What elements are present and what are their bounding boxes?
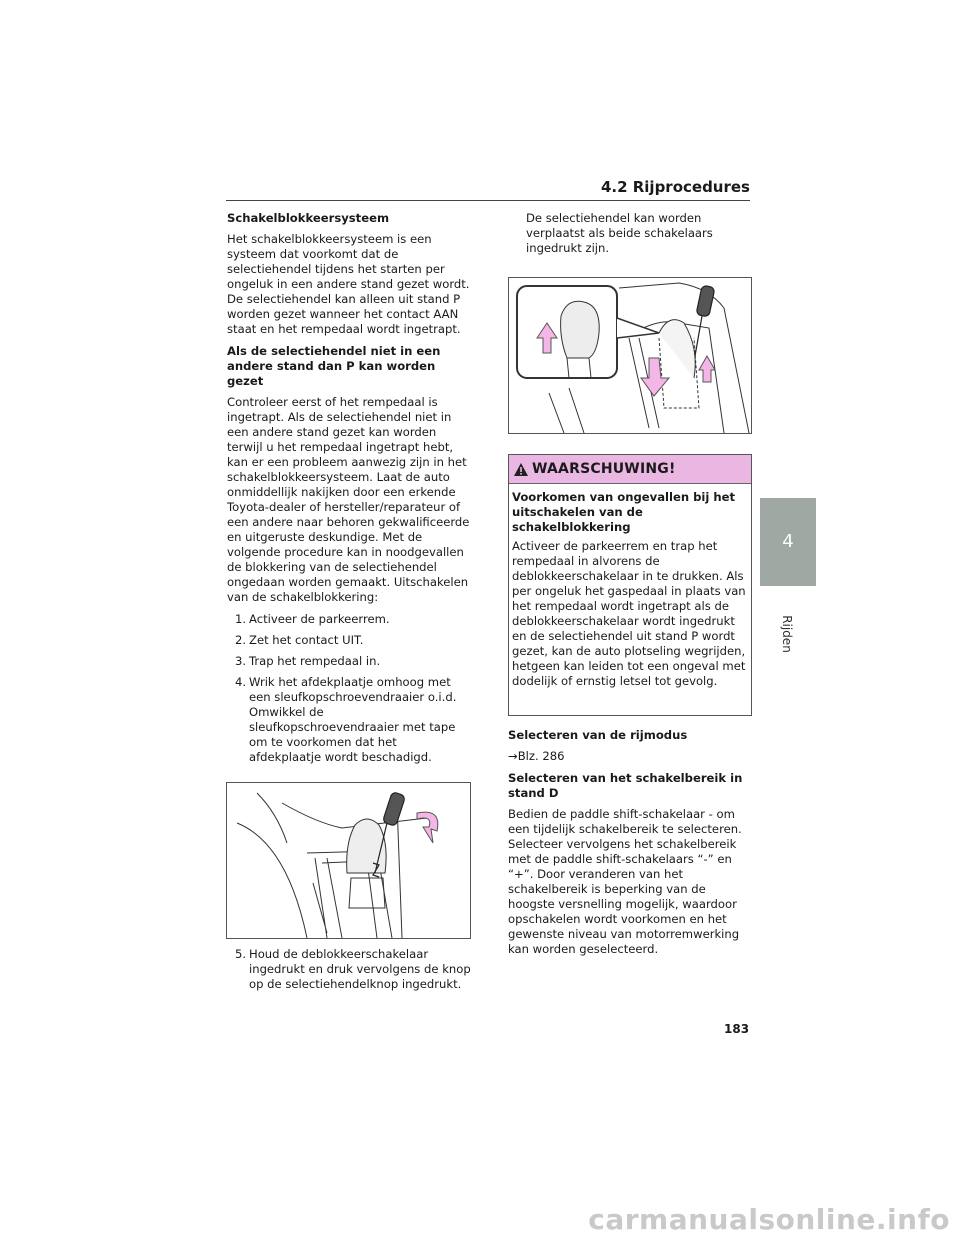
- warning-subtitle: Voorkomen van ongevallen bij het uitschakelen van de schakelblokkering: [512, 490, 736, 534]
- figure-release-lever: [508, 277, 752, 434]
- warning-body: [509, 484, 751, 689]
- step-item: 3. Trap het rempedaal in.: [234, 654, 381, 668]
- warning-title: WAARSCHUWING!: [532, 461, 676, 477]
- header-divider: [226, 200, 750, 201]
- release-arrow-icon: [699, 356, 715, 382]
- intro-paragraph: Het schakelblokkeersysteem is een systeem dat voorkomt dat de selectiehendel tijdens het starten per ongeluk in een andere stand gezet wordt. De selectiehendel kan alleen uit stand P worden gezet wanneer het contact AAN staat en het rempedaal wordt ingetrapt.: [227, 232, 470, 336]
- section-title: 4.2 Rijprocedures: [600, 178, 750, 196]
- drive-mode-heading: Selecteren van de rijmodus: [508, 728, 688, 742]
- procedure-steps-continued: [227, 947, 471, 992]
- chapter-label-text: Rijden: [780, 615, 794, 653]
- section-heading: Schakelblokkeersysteem: [227, 211, 390, 225]
- warning-triangle-icon: [513, 462, 529, 477]
- step-five-block: [227, 947, 471, 998]
- shift-range-paragraph: Bedien de paddle shift-schakelaar - om een tijdelijk schakelbereik te selecteren. Selecteer vervolgens het schakelbereik met de paddle shift-schakelaars “-” en “+”. Door veranderen van het schakelbereik is beperking van de hoogste versnelling mogelijk, waardoor opschakelen wordt voorkomen en het gewenste niveau van motorremwerking kan worden geselecteerd.: [508, 807, 742, 956]
- page-reference: →Blz. 286: [508, 749, 565, 763]
- chapter-tab: 4: [760, 498, 816, 586]
- shift-lever-illustration: [227, 783, 470, 938]
- step-item: 4. Wrik het afdekplaatje omhoog met een sleufkopschroevendraaier o.i.d. Omwikkel de sleufkopschroevendraaier met tape om te voorkomen dat het afdekplaatje wordt beschadigd.: [234, 675, 457, 764]
- watermark: carmanualsonline.info: [588, 1203, 950, 1236]
- page-number: 183: [724, 1022, 750, 1036]
- step-item: 1. Activeer de parkeerrem.: [234, 612, 390, 626]
- left-column: [227, 211, 471, 771]
- shift-range-heading: Selecteren van het schakelbereik in stand D: [508, 771, 743, 800]
- rotate-arrow-icon: [417, 812, 438, 843]
- procedure-steps: [227, 612, 471, 765]
- chapter-label: [772, 594, 802, 674]
- warning-box: [508, 454, 752, 716]
- warning-header: [509, 455, 751, 484]
- body-paragraph: Controleer eerst of het rempedaal is ingetrapt. Als de selectiehendel niet in een andere stand gezet kan worden terwijl u het rempedaal ingetrapt hebt, kan er een probleem aanwezig zijn in het schakelblokkeersysteem. Laat de auto onmiddellijk nakijken door een erkende Toyota-dealer of hersteller/reparateur of een andere naar behoren gekwalificeerde en uitgeruste deskundige. Met de volgende procedure kan in noodgevallen de blokkering van de selectiehendel ongedaan worden gemaakt. Uitschakelen van de schakelblokkering:: [227, 395, 470, 604]
- step-item: 2. Zet het contact UIT.: [234, 633, 364, 647]
- driving-mode-section: [508, 728, 752, 964]
- right-column: [508, 211, 752, 263]
- shift-lever-release-illustration: [509, 278, 751, 433]
- step-item: 5. Houd de deblokkeerschakelaar ingedrukt en druk vervolgens de knop op de selectiehendelknop ingedrukt.: [234, 947, 471, 991]
- figure-cover-removal: [226, 782, 471, 939]
- warning-text: Activeer de parkeerrem en trap het rempedaal in alvorens de deblokkeerschakelaar in te drukken. Als per ongeluk het gaspedaal in plaats van het rempedaal wordt ingetrapt als de deblokkeerschakelaar wordt ingedrukt en de selectiehendel uit stand P wordt gezet, kan de auto plotseling wegrijden, hetgeen kan leiden tot een ongeval met dodelijk of ernstig letsel tot gevolg.: [512, 539, 746, 688]
- sub-heading: Als de selectiehendel niet in een andere stand dan P kan worden gezet: [227, 344, 441, 388]
- continuation-paragraph: De selectiehendel kan worden verplaatst als beide schakelaars ingedrukt zijn.: [526, 211, 713, 255]
